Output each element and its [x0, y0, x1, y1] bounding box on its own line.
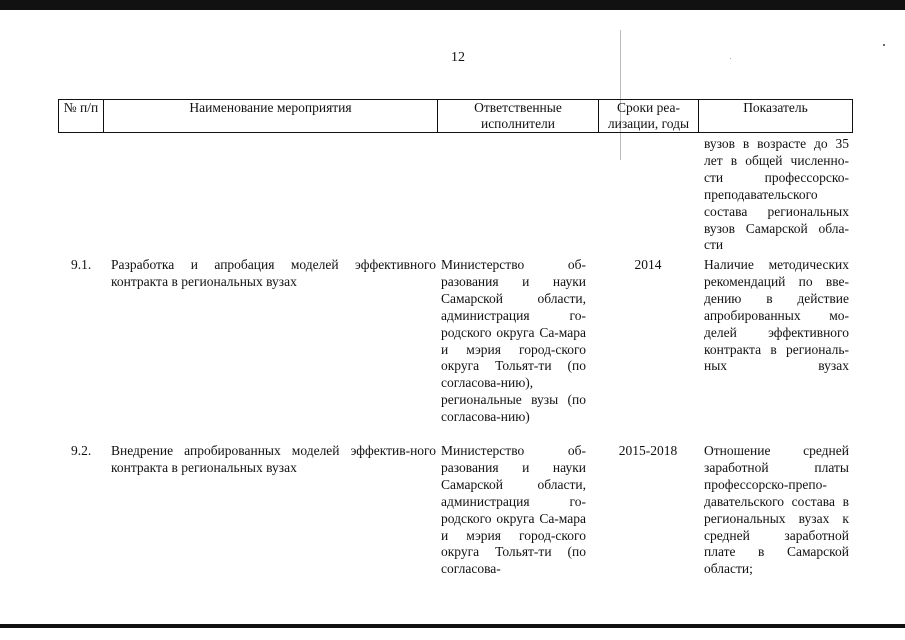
header-dates: Сроки реа-лизации, годы	[598, 99, 699, 133]
row-number: 9.1.	[71, 257, 92, 272]
header-responsible: Ответственные исполнители	[437, 99, 599, 133]
bottom-scan-border	[0, 624, 905, 628]
row-name: Разработка и апробация моделей эффективного контракта в региональных вузах	[111, 257, 436, 289]
header-num: № п/п	[58, 99, 104, 133]
row-name: Внедрение апробированных моделей эффектив-ного контракта в региональных вузах	[111, 443, 436, 475]
scan-artifact-line	[620, 30, 621, 160]
row-responsible: Министерство об-разования и науки Самарской области, администрация го-родского округа Са-мара и мэрия город-ского округа Тольят-ти (по согласова-нию), региональные вузы (по согласова-нию)	[441, 257, 586, 425]
row-dates: 2014	[634, 257, 662, 272]
row-dates: 2015-2018	[618, 443, 678, 458]
page-number: 12	[451, 50, 465, 65]
row-indicator: Наличие методических рекомендаций по вве-дению в действие апробированных мо-делей эффективного контракта в региональ-ных вузах	[704, 257, 849, 374]
header-name: Наименование мероприятия	[103, 99, 438, 133]
row-number: 9.2.	[71, 443, 92, 458]
scan-speck	[730, 58, 731, 59]
header-indicator: Показатель	[698, 99, 853, 133]
scan-speck	[883, 44, 885, 46]
continuation-indicator: вузов в возрасте до 35 лет в общей численно-сти профессорско-преподавательского состава региональных вузов Самарской обла-сти	[704, 136, 849, 253]
row-responsible: Министерство об-разования и науки Самарской области, администрация го-родского округа Са-мара и мэрия город-ского округа Тольят-ти (по согласова-	[441, 443, 586, 577]
row-indicator: Отношение средней заработной платы профессорско-препо-давательского состава в региональных вузах к средней заработной плате в Самарской области;	[704, 443, 849, 577]
top-scan-border	[0, 0, 905, 10]
